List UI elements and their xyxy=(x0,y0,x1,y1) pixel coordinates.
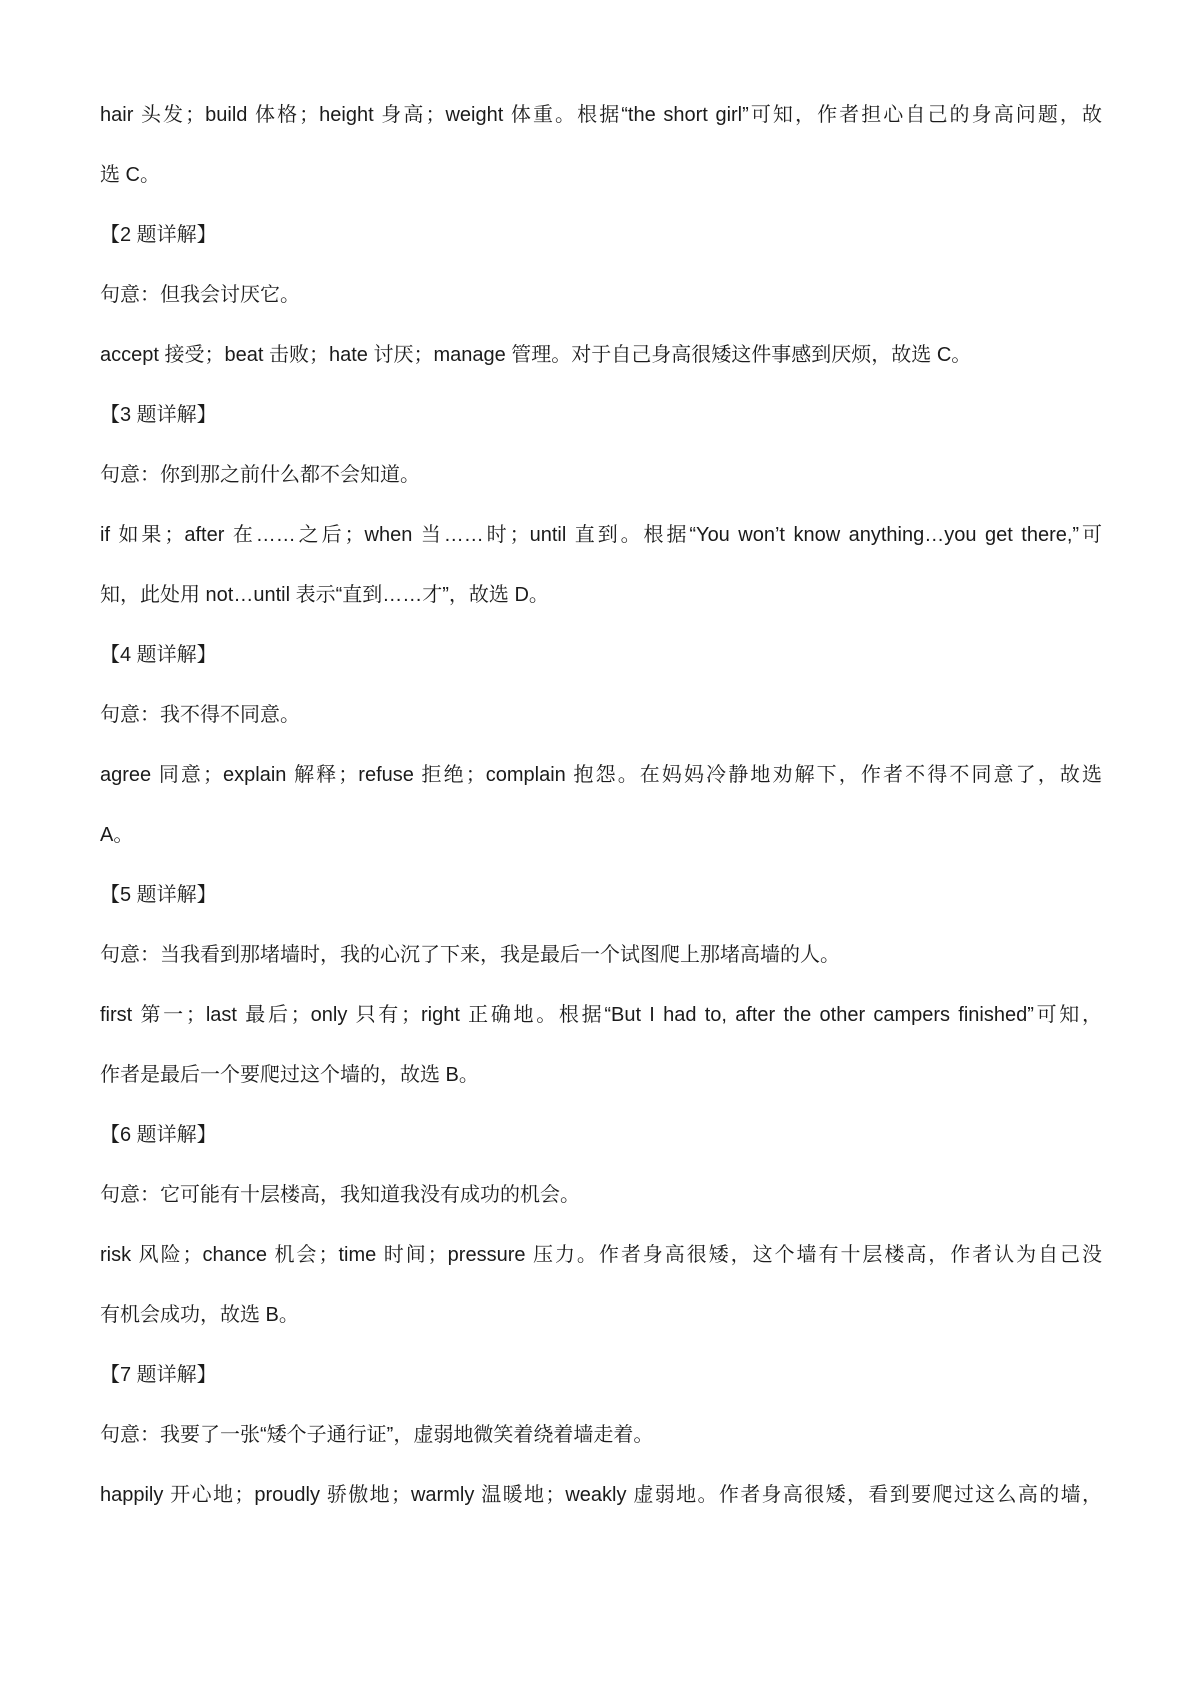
paragraph-q7-analysis xyxy=(100,1465,1102,1525)
paragraph-q2-meaning xyxy=(100,265,1102,325)
text-line: first 第一；last 最后；only 只有；right 正确地。根据“But I had to, after the other campers finished”可知， xyxy=(100,1004,1102,1026)
text-line: 句意：但我会讨厌它。 xyxy=(100,284,300,306)
heading-line: 【6 题详解】 xyxy=(100,1124,217,1146)
text-line: 有机会成功，故选 B。 xyxy=(100,1304,299,1326)
section-heading-q7 xyxy=(100,1345,1102,1405)
heading-line: 【2 题详解】 xyxy=(100,224,217,246)
text-line: 作者是最后一个要爬过这个墙的，故选 B。 xyxy=(100,1064,479,1086)
section-heading-q2 xyxy=(100,205,1102,265)
section-heading-q4 xyxy=(100,625,1102,685)
heading-line: 【4 题详解】 xyxy=(100,644,217,666)
paragraph-q5-analysis xyxy=(100,985,1102,1105)
paragraph-q6-analysis xyxy=(100,1225,1102,1345)
text-line: happily 开心地；proudly 骄傲地；warmly 温暖地；weakly 虚弱地。作者身高很矮，看到要爬过这么高的墙， xyxy=(100,1484,1102,1506)
heading-line: 【7 题详解】 xyxy=(100,1364,217,1386)
section-heading-q5 xyxy=(100,865,1102,925)
text-line: 句意：当我看到那堵墙时，我的心沉了下来，我是最后一个试图爬上那堵高墙的人。 xyxy=(100,944,840,966)
text-line: hair 头发；build 体格；height 身高；weight 体重。根据“the short girl”可知，作者担心自己的身高问题，故 xyxy=(100,104,1102,126)
section-heading-q3 xyxy=(100,385,1102,445)
paragraph-q1-continuation xyxy=(100,85,1102,205)
paragraph-q4-analysis xyxy=(100,745,1102,865)
heading-line: 【3 题详解】 xyxy=(100,404,217,426)
paragraph-q4-meaning xyxy=(100,685,1102,745)
text-line: 知，此处用 not…until 表示“直到……才”，故选 D。 xyxy=(100,584,549,606)
text-line: 句意：你到那之前什么都不会知道。 xyxy=(100,464,420,486)
section-heading-q6 xyxy=(100,1105,1102,1165)
text-line: risk 风险；chance 机会；time 时间；pressure 压力。作者身高很矮，这个墙有十层楼高，作者认为自己没 xyxy=(100,1244,1102,1266)
paragraph-q2-analysis xyxy=(100,325,1102,385)
paragraph-q3-meaning xyxy=(100,445,1102,505)
paragraph-q3-analysis xyxy=(100,505,1102,625)
heading-line: 【5 题详解】 xyxy=(100,884,217,906)
text-line: 句意：我要了一张“矮个子通行证”，虚弱地微笑着绕着墙走着。 xyxy=(100,1424,654,1446)
text-line: 句意：它可能有十层楼高，我知道我没有成功的机会。 xyxy=(100,1184,580,1206)
text-line: agree 同意；explain 解释；refuse 拒绝；complain 抱怨。在妈妈冷静地劝解下，作者不得不同意了，故选 xyxy=(100,764,1102,786)
text-line: 句意：我不得不同意。 xyxy=(100,704,300,726)
text-line: 选 C。 xyxy=(100,164,160,186)
paragraph-q5-meaning xyxy=(100,925,1102,985)
paragraph-q6-meaning xyxy=(100,1165,1102,1225)
text-line: A。 xyxy=(100,824,134,846)
text-line: if 如果；after 在……之后；when 当……时；until 直到。根据“You won’t know anything…you get there,”可 xyxy=(100,524,1102,546)
text-line: accept 接受；beat 击败；hate 讨厌；manage 管理。对于自己身高很矮这件事感到厌烦，故选 C。 xyxy=(100,344,972,366)
paragraph-q7-meaning xyxy=(100,1405,1102,1465)
